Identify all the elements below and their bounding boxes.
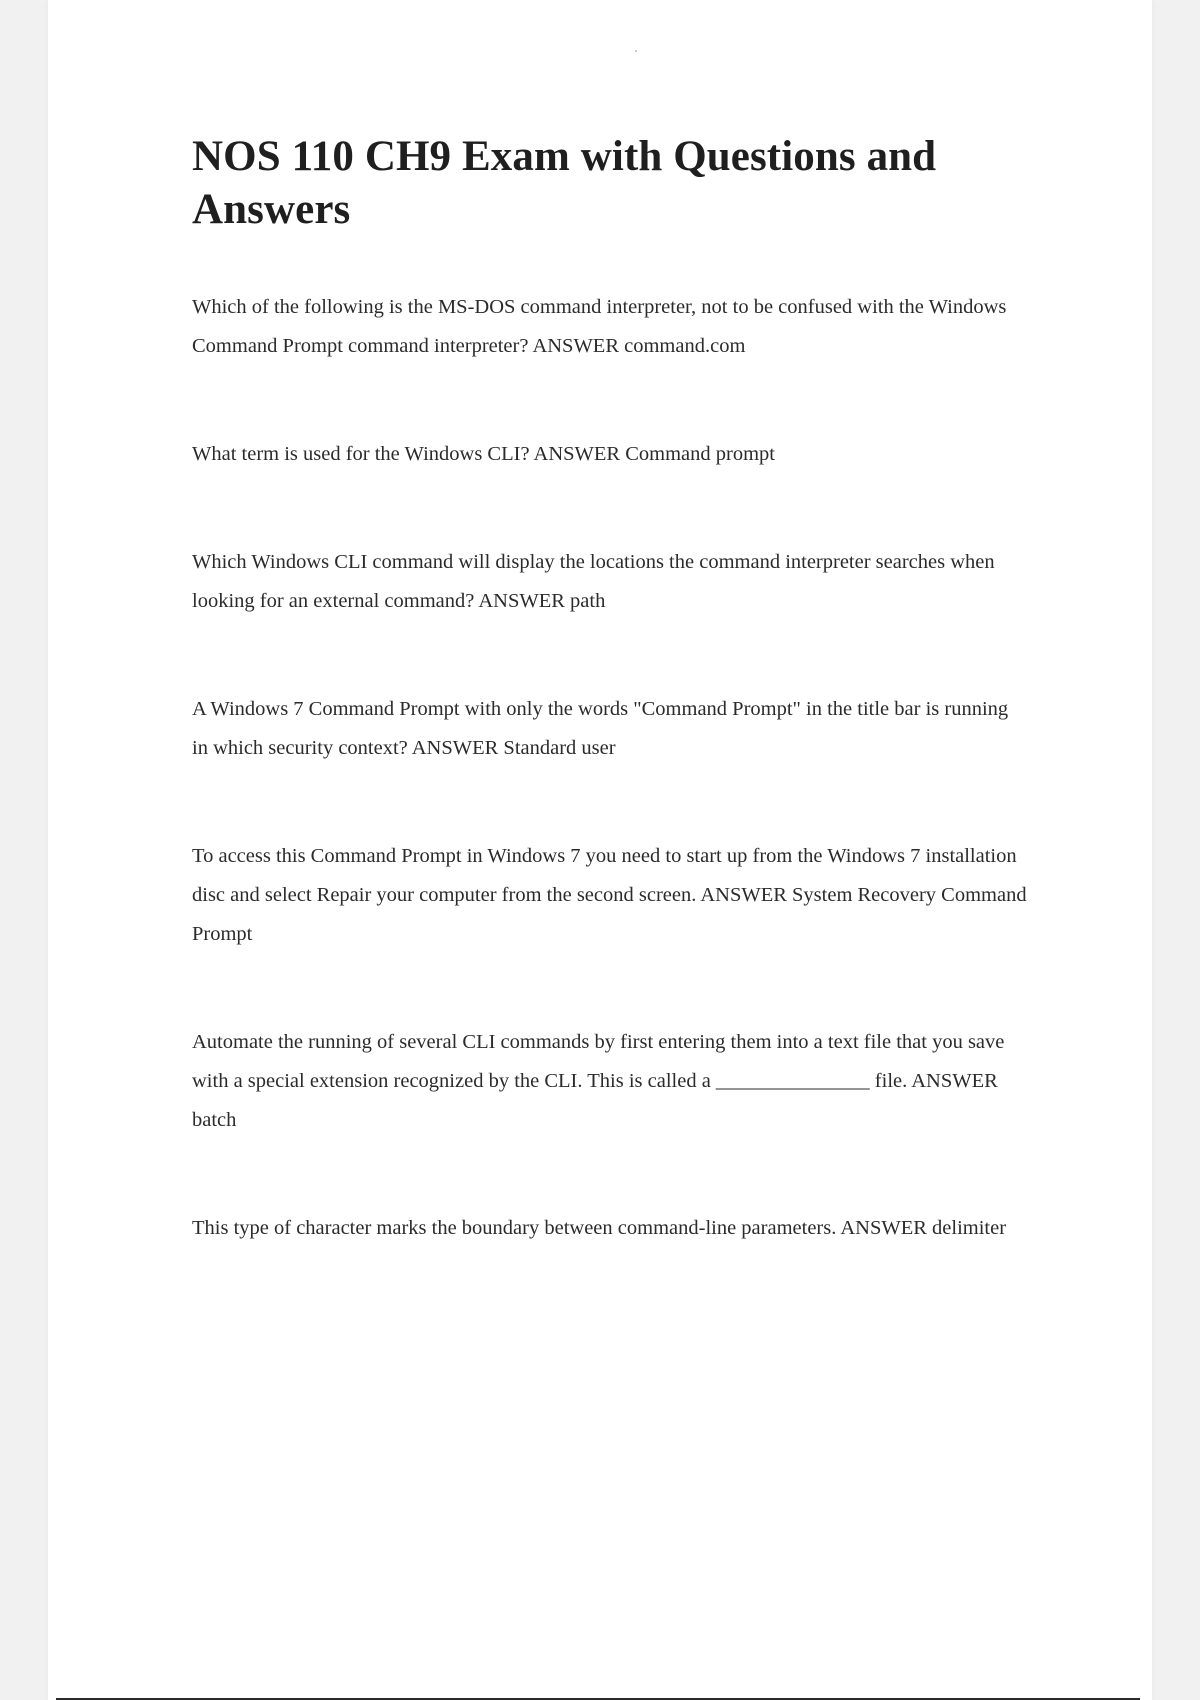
qa-item: What term is used for the Windows CLI? ANSWER Command prompt bbox=[192, 443, 775, 465]
qa-item: Which of the following is the MS-DOS command interpreter, not to be confused with the Windows Command Prompt command interpreter? ANSWER command.com bbox=[192, 296, 1007, 357]
document-page bbox=[48, 0, 1152, 1700]
qa-item: To access this Command Prompt in Windows 7 you need to start up from the Windows 7 installation disc and select Repair your computer from the second screen. ANSWER System Recovery Command Prompt bbox=[192, 845, 1027, 945]
page-mark bbox=[635, 50, 637, 52]
qa-item: This type of character marks the boundary between command-line parameters. ANSWER delimiter bbox=[192, 1217, 1007, 1239]
qa-item: A Windows 7 Command Prompt with only the words "Command Prompt" in the title bar is running in which security context? ANSWER Standard user bbox=[192, 698, 1009, 759]
qa-item: Automate the running of several CLI commands by first entering them into a text file that you save with a special extension recognized by the CLI. This is called a _______________ file. ANSWER batch bbox=[192, 1031, 1005, 1131]
document-content bbox=[192, 130, 1027, 1248]
question-answer-list bbox=[192, 288, 1027, 1248]
qa-item: Which Windows CLI command will display the locations the command interpreter searches when looking for an external command? ANSWER path bbox=[192, 551, 995, 612]
document-title: NOS 110 CH9 Exam with Questions and Answers bbox=[192, 133, 937, 233]
